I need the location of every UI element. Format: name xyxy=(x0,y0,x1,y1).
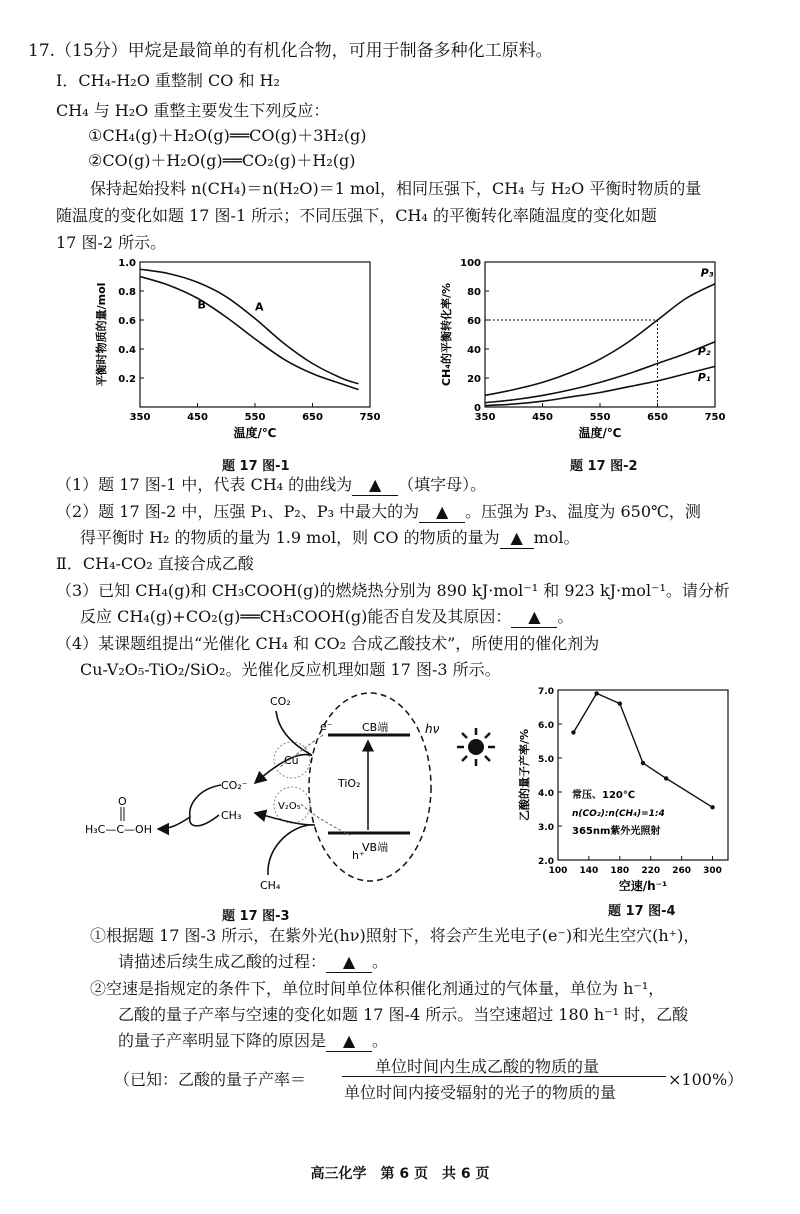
x-tick-label: 350 xyxy=(474,412,496,423)
paragraph-line-1: 保持起始投料 n(CH₄)＝n(H₂O)＝1 mol，相同压强下，CH₄ 与 H₂O 平衡时物质的量 xyxy=(90,179,702,198)
data-point xyxy=(664,776,668,780)
question-1 xyxy=(56,475,486,496)
electron-label: e⁻ xyxy=(320,720,333,733)
x-tick-label: 350 xyxy=(129,412,151,423)
x-axis-label: 温度/℃ xyxy=(578,426,622,440)
co2-label: CO₂ xyxy=(270,695,291,708)
series-label-P₂: P₂ xyxy=(697,344,711,358)
y-axis-label: 平衡时物质的量/mol xyxy=(95,282,108,387)
y-tick-label: 3.0 xyxy=(538,823,554,833)
electron-transfer-arrow xyxy=(280,735,323,767)
co2-radical-label: CO₂⁻ xyxy=(221,779,248,792)
y-axis-label: CH₄的平衡转化率/% xyxy=(440,282,453,387)
reaction-2: ②CO(g)＋H₂O(g)══CO₂(g)＋H₂(g) xyxy=(88,151,356,170)
y-tick-label: 1.0 xyxy=(118,258,136,269)
fraction-bar xyxy=(342,1076,666,1077)
acetic-acid-o: O xyxy=(118,795,127,808)
subquestion-2-line-2: 乙酸的量子产率与空速的变化如题 17 图-4 所示。当空速超过 180 h⁻¹ 时，乙酸 xyxy=(118,1005,689,1024)
x-tick-label: 450 xyxy=(187,412,208,423)
x-tick-label: 220 xyxy=(641,866,661,876)
question-4-line-2: Cu-V₂O₅-TiO₂/SiO₂。光催化反应机理如题 17 图-3 所示。 xyxy=(80,660,501,679)
x-tick-label: 260 xyxy=(672,866,692,876)
paragraph-line-2: 随温度的变化如题 17 图-1 所示；不同压强下，CH₄ 的平衡转化率随温度的变化如题 xyxy=(56,206,657,225)
x-tick-label: 100 xyxy=(548,866,568,876)
chart-note: 常压、120℃ xyxy=(572,790,635,801)
hole-transfer-arrow xyxy=(300,803,350,835)
data-point xyxy=(641,761,645,765)
answer-blank[interactable]: ▲ xyxy=(352,475,398,496)
data-point xyxy=(710,805,714,809)
known-denominator: 单位时间内接受辐射的光子的物质的量 xyxy=(344,1083,617,1102)
sun-icon xyxy=(456,727,496,767)
y-tick-label: 0.4 xyxy=(118,345,136,356)
chart-note: n(CO₂):n(CH₄)=1:4 xyxy=(572,809,665,819)
y-tick-label: 0.8 xyxy=(118,287,136,298)
subquestion-2-line-1: ②空速是指规定的条件下，单位时间单位体积催化剂通过的气体量，单位为 h⁻¹， xyxy=(90,979,665,998)
figure-4-caption: 题 17 图-4 xyxy=(608,904,676,919)
series-line-B xyxy=(140,277,359,390)
question-4-line-1: （4）某课题组提出“光催化 CH₄ 和 CO₂ 合成乙酸技术”，所使用的催化剂为 xyxy=(56,634,600,653)
question-2-text-c: 得平衡时 H₂ 的物质的量为 1.9 mol，则 CO 的物质的量为 xyxy=(80,528,500,547)
answer-blank[interactable]: ▲ xyxy=(500,528,534,549)
x-tick-label: 180 xyxy=(610,866,630,876)
subquestion-1-text: 请描述后续生成乙酸的过程： xyxy=(118,952,327,971)
ch3-radical-label: CH₃ xyxy=(221,809,242,822)
question-2-text-a: （2）题 17 图-2 中，压强 P₁、P₂、P₃ 中最大的为 xyxy=(56,502,420,521)
x-tick-label: 750 xyxy=(704,412,726,423)
x-axis-label: 温度/℃ xyxy=(233,426,277,440)
figure-1-caption: 题 17 图-1 xyxy=(222,459,290,474)
question-stem: 17.（15分）甲烷是最简单的有机化合物，可用于制备多种化工原料。 xyxy=(28,41,553,61)
series-line-P₂ xyxy=(485,342,715,403)
coupling-arrow xyxy=(158,785,221,829)
answer-blank[interactable]: ▲ xyxy=(326,1031,372,1052)
figure-4-chart xyxy=(518,680,738,893)
x-tick-label: 450 xyxy=(532,412,553,423)
hole-label: h⁺ xyxy=(352,849,365,862)
acetic-acid-label: H₃C—C—OH xyxy=(85,823,152,836)
x-tick-label: 300 xyxy=(703,866,722,876)
y-tick-label: 5.0 xyxy=(538,755,554,765)
known-prefix: （已知：乙酸的量子产率＝ xyxy=(114,1070,307,1089)
question-3-line-1: （3）已知 CH₄(g)和 CH₃COOH(g)的燃烧热分别为 890 kJ·mol⁻¹ 和 923 kJ·mol⁻¹。请分析 xyxy=(56,581,730,600)
y-tick-label: 100 xyxy=(460,258,481,269)
subquestion-1-line-1: ①根据题 17 图-3 所示，在紫外光(hν)照射下，将会产生光电子(e⁻)和光生空穴(h⁺)， xyxy=(90,926,700,945)
y-tick-label: 0.6 xyxy=(118,316,136,327)
question-1-text: （1）题 17 图-1 中，代表 CH₄ 的曲线为 xyxy=(56,475,353,494)
data-point xyxy=(571,730,575,734)
y-tick-label: 60 xyxy=(467,316,481,327)
tio2-label: TiO₂ xyxy=(338,777,361,790)
series-label-P₃: P₃ xyxy=(700,266,714,280)
hv-label: hν xyxy=(425,722,440,736)
y-tick-label: 2.0 xyxy=(538,857,554,867)
question-2-line-1 xyxy=(56,502,701,523)
ch4-activation-arrow xyxy=(255,813,315,875)
x-tick-label: 550 xyxy=(589,412,611,423)
series-label-P₁: P₁ xyxy=(697,370,711,384)
subquestion-1-line-2 xyxy=(118,952,388,973)
paragraph-line-3: 17 图-2 所示。 xyxy=(56,233,167,252)
cu-label: Cu xyxy=(284,754,299,767)
y-tick-label: 20 xyxy=(467,374,481,385)
series-label-B: B xyxy=(197,298,206,312)
y-tick-label: 0.2 xyxy=(118,374,136,385)
figure-2-caption: 题 17 图-2 xyxy=(570,459,638,474)
answer-blank[interactable]: ▲ xyxy=(326,952,372,973)
plot-frame xyxy=(140,262,370,407)
co2-uptake-arrow xyxy=(255,711,312,783)
x-tick-label: 650 xyxy=(302,412,323,423)
y-axis-label: 乙酸的量子产率/% xyxy=(518,728,531,822)
question-3-text: 反应 CH₄(g)+CO₂(g)══CH₃COOH(g)能否自发及其原因： xyxy=(80,607,512,626)
y-tick-label: 4.0 xyxy=(538,789,554,799)
data-point xyxy=(594,691,598,695)
figure-3-mechanism xyxy=(80,685,480,905)
question-3-line-2 xyxy=(80,607,573,628)
plot-frame xyxy=(485,262,715,407)
data-point xyxy=(618,701,622,705)
series-label-A: A xyxy=(255,300,264,314)
question-3-tail: 。 xyxy=(557,607,574,626)
v2o5-label: V₂O₅ xyxy=(278,801,301,812)
part1-title: Ⅰ．CH₄-H₂O 重整制 CO 和 H₂ xyxy=(56,71,280,90)
y-tick-label: 0 xyxy=(474,403,481,414)
subquestion-1-tail: 。 xyxy=(372,952,389,971)
subquestion-2-tail: 。 xyxy=(372,1031,389,1050)
question-2-text-b: 。压强为 P₃、温度为 650℃，测 xyxy=(465,502,701,521)
subquestion-2-text: 的量子产率明显下降的原因是 xyxy=(118,1031,327,1050)
part2-title: Ⅱ．CH₄-CO₂ 直接合成乙酸 xyxy=(56,554,254,573)
y-tick-label: 7.0 xyxy=(538,687,554,697)
reaction-1: ①CH₄(g)＋H₂O(g)══CO(g)＋3H₂(g) xyxy=(88,126,367,145)
answer-blank[interactable]: ▲ xyxy=(511,607,557,628)
question-1-tail: （填字母）。 xyxy=(398,475,487,494)
x-tick-label: 750 xyxy=(359,412,381,423)
y-tick-label: 6.0 xyxy=(538,721,554,731)
x-axis-label: 空速/h⁻¹ xyxy=(618,879,668,893)
page-footer: 高三化学 第 6 页 共 6 页 xyxy=(310,1166,490,1182)
known-numerator: 单位时间内生成乙酸的物质的量 xyxy=(375,1057,600,1076)
ch4-label: CH₄ xyxy=(260,879,281,892)
vb-label: VB端 xyxy=(362,841,389,854)
y-tick-label: 80 xyxy=(467,287,481,298)
x-tick-label: 140 xyxy=(579,866,599,876)
question-2-line-2 xyxy=(80,528,580,549)
figure-2-chart xyxy=(440,252,800,452)
part1-intro: CH₄ 与 H₂O 重整主要发生下列反应： xyxy=(56,101,330,120)
cb-label: CB端 xyxy=(362,721,389,734)
figure-1-chart xyxy=(95,252,495,452)
y-tick-label: 40 xyxy=(467,345,481,356)
series-line-P₃ xyxy=(485,284,715,396)
question-2-text-d: mol。 xyxy=(533,528,580,547)
chart-note: 365nm紫外光照射 xyxy=(572,826,661,837)
x-tick-label: 550 xyxy=(244,412,266,423)
answer-blank[interactable]: ▲ xyxy=(419,502,465,523)
subquestion-2-line-3 xyxy=(118,1031,388,1052)
known-suffix: ×100%） xyxy=(668,1070,744,1089)
figure-3-caption: 题 17 图-3 xyxy=(222,909,290,924)
x-tick-label: 650 xyxy=(647,412,668,423)
